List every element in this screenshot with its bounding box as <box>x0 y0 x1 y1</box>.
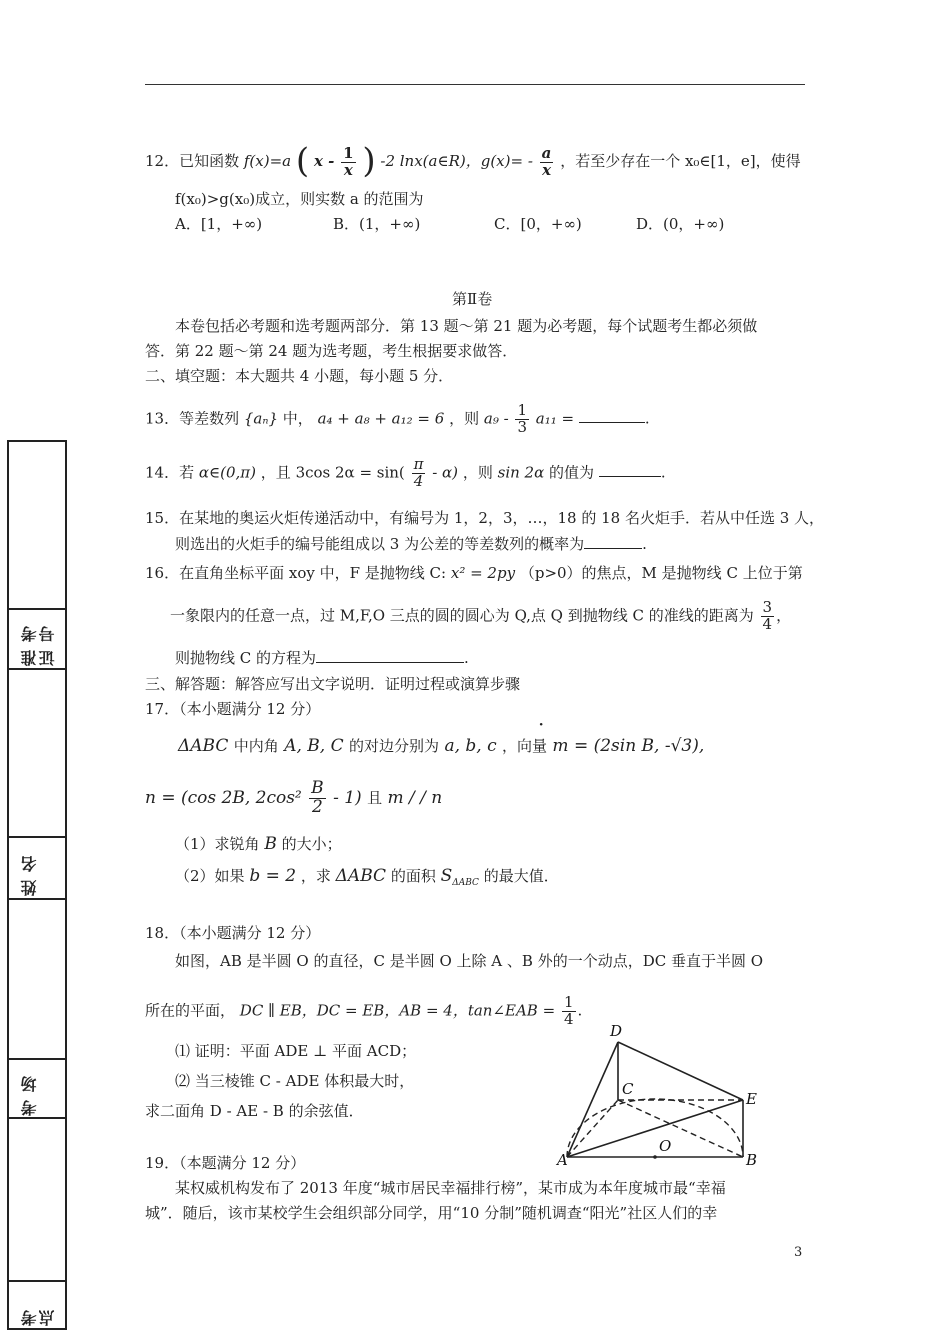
page-number: 3 <box>794 1245 803 1260</box>
section3-heading: 三、解答题：解答应写出文字说明．证明过程或演算步骤 <box>145 675 521 693</box>
q14: 14．若 α∈(0,π) ，且 3cos 2α = sin( $\frac{\pi}{4}$ - α) ，则 sin 2α 的值为 . <box>145 455 666 490</box>
q19-heading: 19．（本题满分 12 分） <box>145 1154 306 1172</box>
label-c: C <box>622 1080 634 1098</box>
q12-line2: f(x₀)>g(x₀)成立，则实数 a 的范围为 <box>175 190 424 208</box>
q15-line2: 则选出的火炬手的编号能组成以 3 为公差的等差数列的概率为 . <box>175 535 647 553</box>
segment-ae <box>567 1100 743 1157</box>
q12-option-c: C．[0，+∞) <box>494 215 582 233</box>
q15-answer-blank[interactable] <box>584 534 642 549</box>
label-a: A <box>557 1151 568 1169</box>
segment-de <box>618 1042 743 1100</box>
q18-part2: ⑵ 当三棱锥 C - ADE 体积最大时， <box>175 1072 415 1090</box>
sidebar-label-exam-site: 考点 <box>20 1302 57 1326</box>
label-o: O <box>659 1137 672 1155</box>
q15-line1: 15．在某地的奥运火炬传递活动中，有编号为 1，2，3，…，18 的 18 名火炬手．若从中任选 3 人， <box>145 509 825 527</box>
part2-intro-1: 本卷包括必考题和选考题两部分．第 13 题～第 21 题为必考题，每个试题考生都必须做 <box>175 317 758 335</box>
header-rule <box>145 84 805 85</box>
q18-heading: 18．（本小题满分 12 分） <box>145 924 321 942</box>
q12-line1: 12．已知函数 f(x)=a ( x - $\frac{1}{x}$ ) -2 lnx(a∈R)，g(x)= - $\frac{a}{x}$ ，若至少存在一个 x₀∈[1，e]，使得 <box>145 141 801 181</box>
segment-cb <box>618 1100 743 1157</box>
q19-line2: 城”．随后，该市某校学生会组织部分同学，用“10 分制”随机调查“阳光”社区人们的幸 <box>145 1204 718 1222</box>
q13-answer-blank[interactable] <box>579 408 645 423</box>
binding-sidebar <box>7 440 67 1330</box>
point-o <box>653 1155 657 1159</box>
q19-line1: 某权威机构发布了 2013 年度“城市居民幸福排行榜”，某市成为本年度城市最“幸福 <box>175 1179 726 1197</box>
vector-dot: · <box>538 712 545 736</box>
q18-geometry-figure <box>555 1020 770 1170</box>
q16-line1: 16．在直角坐标平面 xoy 中，F 是抛物线 C: x² = 2py （p>0）的焦点，M 是抛物线 C 上位于第 <box>145 564 803 582</box>
q17-part2: （2）如果 b = 2 ，求 ΔABC 的面积 $S_{\Delta ABC}$ 的最大值． <box>175 866 559 888</box>
q14-answer-blank[interactable] <box>599 462 661 477</box>
q16-answer-blank[interactable] <box>316 648 464 663</box>
q18-part1: ⑴ 证明：平面 ADE ⊥ 平面 ACD； <box>175 1042 417 1060</box>
q16-line3: 则抛物线 C 的方程为 . <box>175 649 469 667</box>
part2-intro-2: 答．第 22 题～第 24 题为选考题，考生根据要求做答． <box>145 342 518 360</box>
label-b: B <box>746 1151 758 1169</box>
sidebar-label-exam-room: 考场 <box>20 1068 39 1116</box>
sidebar-label-name: 姓名 <box>20 848 39 896</box>
part2-title: 第Ⅱ卷 <box>452 290 493 308</box>
q18-part2-cont: 求二面角 D - AE - B 的余弦值． <box>145 1102 364 1120</box>
q17-line2: n = (cos 2B, 2cos² $\frac{B}{2}$ - 1) 且 m / / n <box>145 778 443 817</box>
label-d: D <box>610 1022 623 1040</box>
q13: 13．等差数列 {aₙ} 中， a₄ + a₈ + a₁₂ = 6 ，则 a₉ - $\frac{1}{3}$ a₁₁ = . <box>145 401 650 436</box>
segment-ad <box>567 1042 618 1157</box>
q16-line2: 一象限内的任意一点，过 M,F,O 三点的圆的圆心为 Q,点 Q 到抛物线 C 的准线的距离为 $\frac{3}{4}$ ， <box>170 598 792 633</box>
q12-option-a: A．[1，+∞) <box>175 215 263 233</box>
section2-heading: 二、填空题：本大题共 4 小题，每小题 5 分． <box>145 367 454 385</box>
label-e: E <box>746 1090 757 1108</box>
q17-part1: （1）求锐角 B 的大小； <box>175 834 342 854</box>
q17-heading: 17．（本小题满分 12 分） <box>145 700 321 718</box>
q12-option-d: D．(0，+∞) <box>636 215 725 233</box>
q17-line1: ΔABC 中内角 A, B, C 的对边分别为 a, b, c ，向量 m = (2sin B, -√3), <box>178 736 705 756</box>
q18-line2: 所在的平面， DC ∥ EB，DC = EB，AB = 4，tan∠EAB = $\frac{1}{4}$ . <box>145 993 583 1028</box>
sidebar-label-exam-number: 准考证号 <box>20 618 57 666</box>
q18-line1: 如图，AB 是半圆 O 的直径，C 是半圆 O 上除 A 、B 外的一个动点，DC 垂直于半圆 O <box>175 952 764 970</box>
q12-option-b: B．(1，+∞) <box>333 215 421 233</box>
